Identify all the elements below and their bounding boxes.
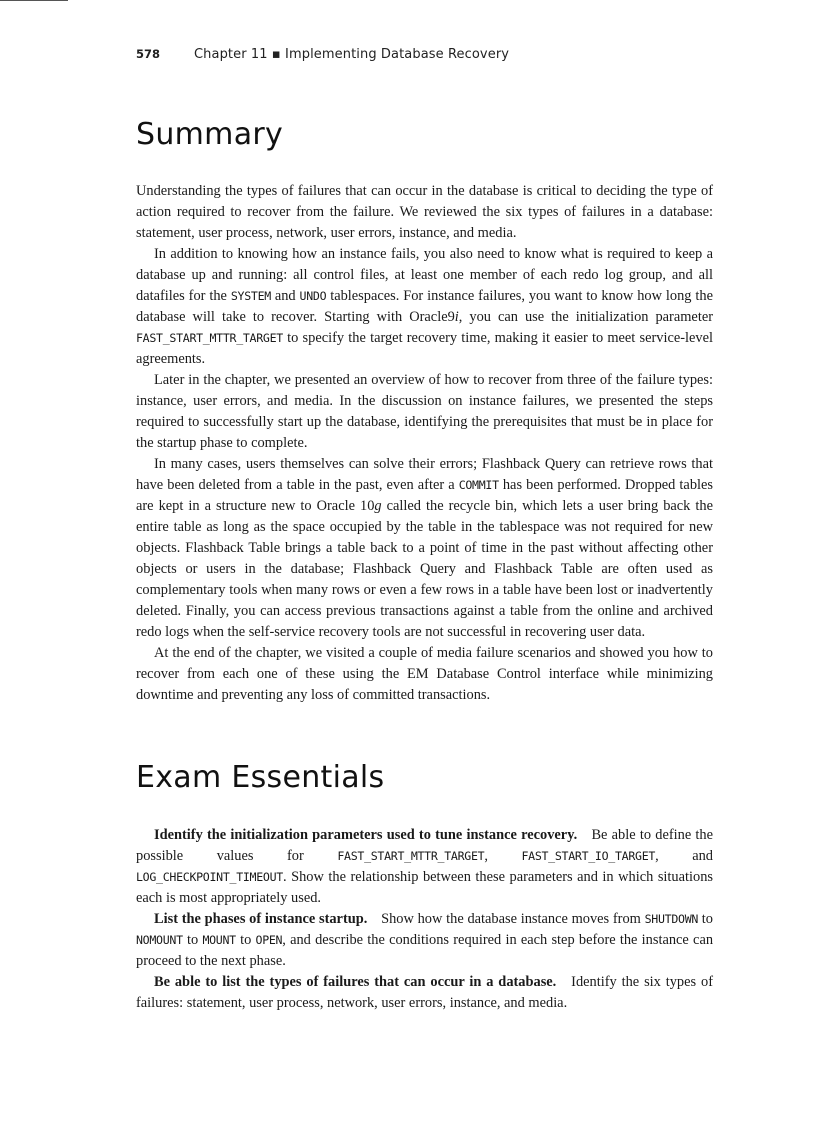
essential-item-1-title: Identify the initialization parameters used to tune instance recovery. [154,827,578,843]
summary-paragraph-1: Understanding the types of failures that can occur in the database is critical to deciding the type of action required to recover from the failure. We reviewed the six types of failures in a database: statement, user process, network, user errors, instance, and media. [136,183,713,241]
essential-item-2: List the phases of instance startup. Show how the database instance moves from SHUTDOWN to NOMOUNT to MOUNT to OPEN, and describe the conditions required in each step before the instance can proceed to the next phase. [136,911,714,969]
summary-body [136,181,713,706]
top-rule [0,0,68,1]
summary-heading: Summary [136,117,284,152]
summary-paragraph-2: In addition to knowing how an instance fails, you also need to know what is required to keep a database up and running: all control files, at least one member of each redo log group, and all datafiles for the SYSTEM and UNDO tablespaces. For instance failures, you want to know how long the database will take to recover. Starting with Oracle9i, you can use the initialization parameter FAST_START_MTTR_TARGET to specify the target recovery time, making it easier to meet service-level agreements. [136,246,713,367]
essential-item-1: Identify the initialization parameters used to tune instance recovery. Be able to define the possible values for FAST_START_MTTR_TARGET, FAST_START_IO_TARGET, and LOG_CHECKPOINT_TIMEOUT. Show the relationship between these parameters and in which situations each is most appropriately used. [136,827,714,906]
summary-paragraph-3: Later in the chapter, we presented an overview of how to recover from three of the failure types: instance, user errors, and media. In the discussion on instance failures, we presented the steps required to successfully start up the database, identifying the prerequisites that must be in place for the startup phase to complete. [136,372,713,451]
essential-item-3-title: Be able to list the types of failures that can occur in a database. [154,974,557,990]
essential-item-2-title: List the phases of instance startup. [154,911,368,927]
exam-essentials-heading: Exam Essentials [136,760,385,795]
exam-essentials-body [136,825,713,1014]
chapter-label: Chapter 11 ▪ Implementing Database Recovery [194,47,510,62]
running-header [136,47,509,62]
code-commit: COMMIT [458,478,499,492]
summary-paragraph-5: At the end of the chapter, we visited a couple of media failure scenarios and showed you how to recover from each one of these using the EM Database Control interface while minimizing downtime and preventing any loss of committed transactions. [136,645,713,703]
code-undo: UNDO [299,289,327,303]
essential-item-3: Be able to list the types of failures that can occur in a database. Identify the six types of failures: statement, user process, network, user errors, instance, and media. [136,974,713,1011]
code-system: SYSTEM [230,289,271,303]
summary-paragraph-4: In many cases, users themselves can solve their errors; Flashback Query can retrieve rows that have been deleted from a table in the past, even after a COMMIT has been performed. Dropped tables are kept in a structure new to Oracle 10g called the recycle bin, which lets a user bring back the entire table as long as the space occupied by the table in the tablespace was not required for new objects. Flashback Table brings a table back to a point of time in the past without affecting other objects or users in the database; Flashback Query and Flashback Table are often used as complementary tools when many rows or even a few rows in a table have been lost or inadvertently deleted. Finally, you can access previous transactions against a table from the online and archived redo logs when the self-service recovery tools are not successful in recovering user data. [136,456,713,640]
page-number: 578 [136,47,161,61]
code-fast-start-mttr-target: FAST_START_MTTR_TARGET [136,331,283,345]
